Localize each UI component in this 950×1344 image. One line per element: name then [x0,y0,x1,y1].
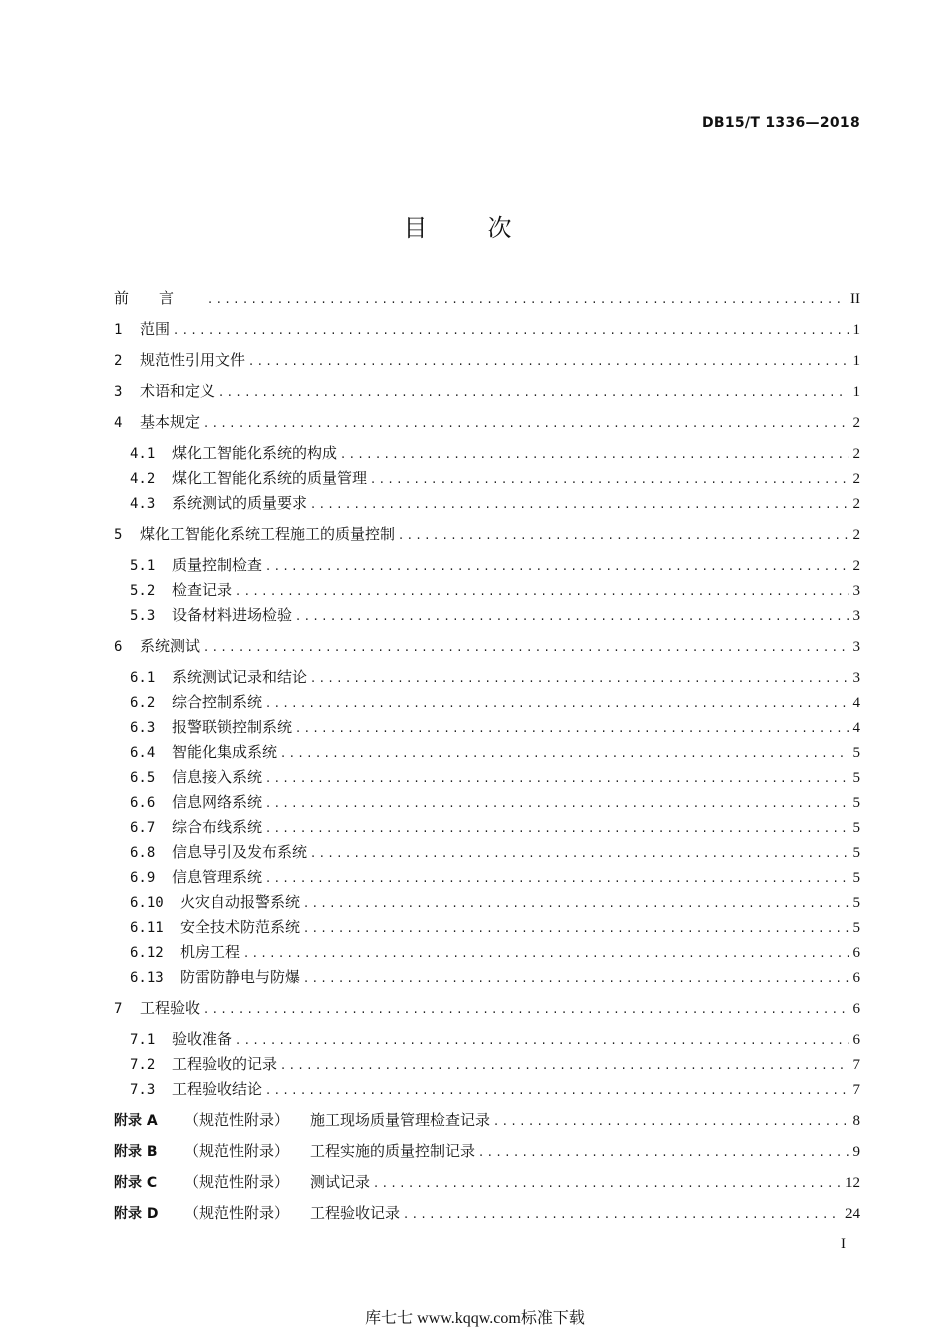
toc-entry-number: 6.5 [130,770,156,786]
toc-entry-number: 3 [114,384,123,400]
dot-leader [204,411,848,436]
toc-entry-label: 防雷防静电与防爆 [180,968,301,986]
dot-leader [304,966,848,991]
toc-entry-number: 5 [114,527,123,543]
toc-entry[interactable] [114,865,860,890]
dot-leader [236,1028,848,1053]
dot-leader [174,318,848,343]
toc-entry-number: 2 [114,353,123,369]
dot-leader [494,1109,848,1134]
toc-entry-page: 5 [852,895,860,911]
toc-entry-label: 系统测试的质量要求 [172,494,308,512]
dot-leader [219,380,848,405]
page-title: 目次 [403,214,572,242]
toc-entry-page: 5 [852,870,860,886]
toc-entry[interactable] [114,690,860,715]
toc-entry-number: 6.3 [130,720,156,736]
toc-entry-label: 信息接入系统 [172,768,263,786]
watermark: 库七七 www.kqqw.com标准下载 [365,1310,585,1327]
toc-entry-kind: （规范性附录） [184,1142,290,1160]
toc-entry-label: 工程验收记录 [310,1204,401,1222]
toc-entry[interactable] [114,740,860,765]
dot-leader [304,916,848,941]
toc-entry-number: 4.3 [130,496,156,512]
toc-entry-page: 7 [852,1057,860,1073]
toc-entry-label: 检查记录 [172,581,233,599]
toc-entry-label: 施工现场质量管理检查记录 [310,1111,491,1129]
toc-entry-label: 机房工程 [180,943,241,961]
toc-entry-page: 3 [852,608,860,624]
toc-entry-number: 5.2 [130,583,156,599]
toc-entry-number: 5.3 [130,608,156,624]
toc-entry-number: 7.1 [130,1032,156,1048]
toc-entry-number: 6.12 [130,945,164,961]
dot-leader [208,287,846,312]
dot-leader [304,891,848,916]
toc-entry-number: 4 [114,415,123,431]
toc-entry-number: 6.8 [130,845,156,861]
toc-entry-page: 7 [852,1082,860,1098]
toc-entry-page: 2 [852,558,860,574]
toc-entry-label: 前言 [114,289,205,307]
toc-entry-page: 3 [852,583,860,599]
toc-entry-label: 智能化集成系统 [172,743,278,761]
toc-entry[interactable] [114,603,860,628]
toc-entry[interactable] [114,940,860,965]
toc-entry-label: 基本规定 [140,413,201,431]
toc-entry[interactable] [114,466,860,491]
toc-entry[interactable] [114,410,860,435]
dot-leader [249,349,848,374]
toc-entry[interactable] [114,665,860,690]
toc-entry-label: 范围 [140,320,171,338]
toc-entry-label: 设备材料进场检验 [172,606,293,624]
toc-entry[interactable] [114,1170,860,1195]
toc-entry[interactable] [114,553,860,578]
toc-entry-number: 6.7 [130,820,156,836]
toc-entry[interactable] [114,715,860,740]
toc-entry-page: 6 [852,1001,860,1017]
toc-entry-label: 工程实施的质量控制记录 [310,1142,476,1160]
toc-entry-number: 4.2 [130,471,156,487]
dot-leader [311,666,848,691]
dot-leader [266,866,848,891]
toc-entry-number: 6.9 [130,870,156,886]
toc-entry[interactable] [114,578,860,603]
dot-leader [374,1171,841,1196]
toc-entry-number: 7 [114,1001,123,1017]
toc-entry-page: 1 [852,322,860,338]
dot-leader [266,816,848,841]
toc-entry-label: 工程验收的记录 [172,1055,278,1073]
toc-entry-label: 规范性引用文件 [140,351,246,369]
toc-entry-page: 1 [852,384,860,400]
toc-entry-page: 2 [852,496,860,512]
toc-entry-label: 术语和定义 [140,382,216,400]
toc-entry-page: 5 [852,770,860,786]
dot-leader [296,716,848,741]
toc-entry-number: 5.1 [130,558,156,574]
toc-entry-number: 附录 C [114,1175,158,1191]
toc-entry-label: 工程验收结论 [172,1080,263,1098]
dot-leader [399,523,848,548]
toc-entry-number: 7.2 [130,1057,156,1073]
toc-entry-label: 煤化工智能化系统工程施工的质量控制 [140,525,396,543]
toc-entry[interactable] [114,1108,860,1133]
toc-entry-number: 6.1 [130,670,156,686]
toc-entry-page: 4 [852,720,860,736]
toc-entry[interactable] [114,1077,860,1102]
toc-entry[interactable] [114,286,860,311]
toc-entry-page: 5 [852,820,860,836]
toc-entry-label: 信息导引及发布系统 [172,843,308,861]
dot-leader [204,997,848,1022]
toc-entry-number: 7.3 [130,1082,156,1098]
page-number: I [841,1236,846,1252]
dot-leader [266,766,848,791]
toc-entry[interactable] [114,890,860,915]
dot-leader [281,741,848,766]
toc-entry-number: 4.1 [130,446,156,462]
toc-entry[interactable] [114,441,860,466]
toc-entry-kind: （规范性附录） [184,1204,290,1222]
toc-entry-label: 系统测试记录和结论 [172,668,308,686]
toc-entry[interactable] [114,522,860,547]
dot-leader [296,604,848,629]
toc-entry-number: 附录 D [114,1206,159,1222]
toc-entry-number: 附录 B [114,1144,158,1160]
toc-entry-number: 6.10 [130,895,164,911]
toc-entry-page: 2 [852,527,860,543]
dot-leader [311,492,848,517]
dot-leader [341,442,848,467]
toc-entry[interactable] [114,1201,860,1226]
toc-entry-kind: （规范性附录） [184,1173,290,1191]
toc-entry-page: 4 [852,695,860,711]
dot-leader [281,1053,848,1078]
toc-entry[interactable] [114,379,860,404]
toc-entry-number: 附录 A [114,1113,158,1129]
toc-entry-page: 5 [852,795,860,811]
toc-entry-page: 5 [852,745,860,761]
toc-entry-number: 6.2 [130,695,156,711]
toc-entry-page: 3 [852,639,860,655]
toc-entry-page: 2 [852,446,860,462]
toc-entry-label: 煤化工智能化系统的质量管理 [172,469,368,487]
table-of-contents [114,286,860,1232]
dot-leader [266,691,848,716]
toc-entry-label: 安全技术防范系统 [180,918,301,936]
toc-entry-label: 测试记录 [310,1173,371,1191]
toc-entry-label: 综合布线系统 [172,818,263,836]
toc-entry-page: II [850,291,860,307]
toc-entry-label: 综合控制系统 [172,693,263,711]
toc-entry[interactable] [114,1139,860,1164]
dot-leader [266,791,848,816]
toc-entry[interactable] [114,915,860,940]
toc-entry-number: 6.11 [130,920,164,936]
toc-entry-label: 煤化工智能化系统的构成 [172,444,338,462]
toc-entry-page: 8 [852,1113,860,1129]
toc-entry-label: 验收准备 [172,1030,233,1048]
dot-leader [266,1078,848,1103]
dot-leader [311,841,848,866]
dot-leader [479,1140,848,1165]
toc-entry-page: 2 [852,471,860,487]
toc-entry-number: 6.13 [130,970,164,986]
toc-entry[interactable] [114,996,860,1021]
toc-entry-page: 12 [845,1175,860,1191]
toc-entry-number: 6 [114,639,123,655]
toc-entry[interactable] [114,840,860,865]
toc-entry[interactable] [114,634,860,659]
toc-entry-page: 6 [852,1032,860,1048]
toc-entry-page: 6 [852,945,860,961]
toc-entry-label: 报警联锁控制系统 [172,718,293,736]
toc-entry[interactable] [114,965,860,990]
toc-entry[interactable] [114,348,860,373]
dot-leader [371,467,848,492]
dot-leader [236,579,848,604]
toc-entry[interactable] [114,790,860,815]
toc-entry-label: 系统测试 [140,637,201,655]
toc-entry-kind: （规范性附录） [184,1111,290,1129]
toc-entry-number: 1 [114,322,123,338]
toc-entry[interactable] [114,317,860,342]
toc-entry-page: 2 [852,415,860,431]
toc-entry-page: 3 [852,670,860,686]
toc-entry-label: 信息网络系统 [172,793,263,811]
toc-entry-page: 24 [845,1206,860,1222]
toc-entry-page: 5 [852,920,860,936]
toc-entry-label: 火灾自动报警系统 [180,893,301,911]
toc-entry[interactable] [114,1052,860,1077]
document-number: DB15/T 1336—2018 [701,115,860,131]
toc-entry-label: 质量控制检查 [172,556,263,574]
toc-entry[interactable] [114,1027,860,1052]
dot-leader [244,941,848,966]
toc-entry-page: 1 [852,353,860,369]
toc-entry-label: 工程验收 [140,999,201,1017]
toc-entry-number: 6.4 [130,745,156,761]
toc-entry-page: 5 [852,845,860,861]
toc-entry-number: 6.6 [130,795,156,811]
dot-leader [266,554,848,579]
toc-entry-label: 信息管理系统 [172,868,263,886]
toc-entry-page: 9 [852,1144,860,1160]
dot-leader [404,1202,841,1227]
toc-entry[interactable] [114,765,860,790]
toc-entry[interactable] [114,491,860,516]
toc-entry[interactable] [114,815,860,840]
dot-leader [204,635,848,660]
toc-entry-page: 6 [852,970,860,986]
